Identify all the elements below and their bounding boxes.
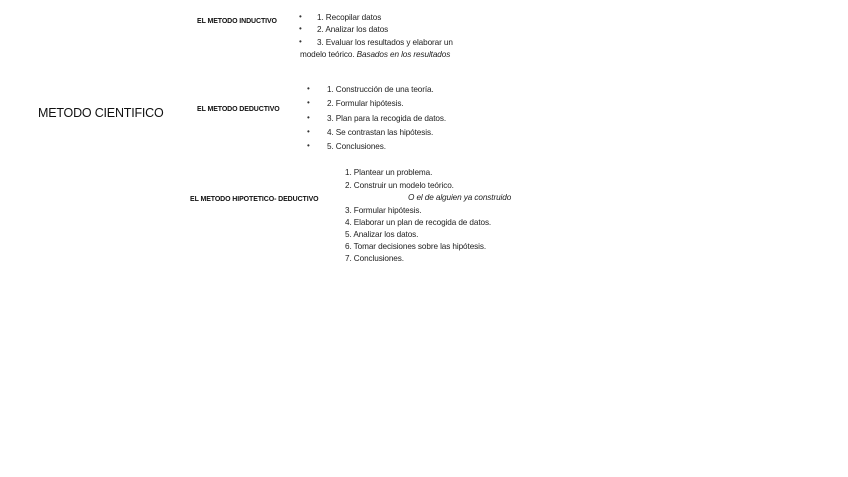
method-inductivo-label: EL METODO INDUCTIVO (197, 18, 277, 25)
list-item: 3. Evaluar los resultados y elaborar un (317, 38, 453, 47)
list-item: 5. Analizar los datos. (345, 230, 419, 239)
bullet-icon: • (307, 84, 310, 93)
note-italic: Basados en los resultados (356, 50, 451, 59)
list-item: 3. Plan para la recogida de datos. (327, 114, 447, 123)
method-deductivo-label: EL METODO DEDUCTIVO (197, 106, 280, 113)
bullet-icon: • (307, 127, 310, 136)
method-hipotetico-label: EL METODO HIPOTETICO- DEDUCTIVO (190, 196, 319, 203)
list-item: 5. Conclusiones. (327, 142, 386, 151)
bullet-icon: • (299, 24, 302, 33)
note-italic: O el de alguien ya construido (408, 193, 512, 202)
bullet-icon: • (299, 37, 302, 46)
list-item: 1. Recopilar datos (317, 13, 382, 22)
list-item: 4. Se contrastan las hipótesis. (327, 128, 434, 137)
list-item: 3. Formular hipótesis. (345, 206, 422, 215)
list-item: 2. Formular hipótesis. (327, 99, 404, 108)
list-item: 2. Analizar los datos (317, 25, 389, 34)
bullet-icon: • (307, 98, 310, 107)
bullet-icon: • (299, 12, 302, 21)
list-item: 7. Conclusiones. (345, 254, 404, 263)
bullet-icon: • (307, 113, 310, 122)
bullet-icon: • (307, 141, 310, 150)
page-title: METODO CIENTIFICO (38, 106, 164, 120)
list-item-continuation: modelo teórico. Basados en los resultados (300, 50, 451, 59)
list-item: 1. Plantear un problema. (345, 168, 433, 177)
list-item: 1. Construcción de una teoría. (327, 85, 434, 94)
list-item: 6. Tomar decisiones sobre las hipótesis. (345, 242, 487, 251)
list-item: 4. Elaborar un plan de recogida de datos. (345, 218, 492, 227)
list-item: 2. Construir un modelo teórico. (345, 181, 454, 190)
